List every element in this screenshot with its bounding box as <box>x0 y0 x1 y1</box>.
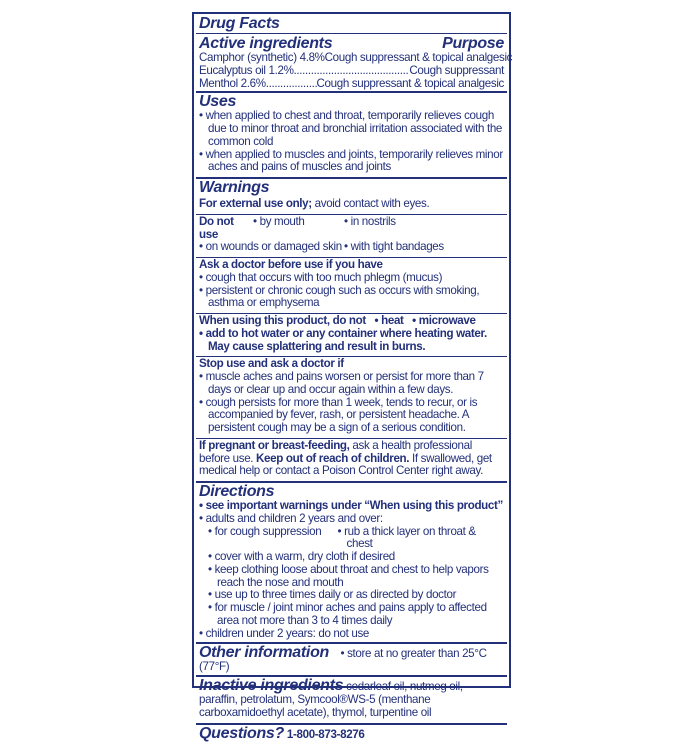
inactive-heading: Inactive ingredients <box>199 677 344 694</box>
when-using: When using this product, do not • heat • microwave <box>199 314 476 327</box>
pregnant-rest: ask a health professional before use. <box>199 438 472 465</box>
questions-heading: Questions? <box>199 724 285 742</box>
active-heading: Active ingredients <box>199 35 333 52</box>
do-not-use-item: • by mouth <box>253 216 344 242</box>
when-using-inline: microwave <box>418 314 476 327</box>
ingredient-purpose: Cough suppressant & topical analgesic <box>316 76 504 90</box>
warnings-heading: Warnings <box>199 179 270 196</box>
inactive-ingredients <box>199 677 504 720</box>
drug-facts-label <box>192 12 513 742</box>
ingredient-name: Menthol 2.6% <box>199 76 266 90</box>
active-header <box>199 35 504 52</box>
ingredient-purpose: Cough suppressant & topical analgesic <box>324 51 513 64</box>
external-use <box>199 198 504 211</box>
ingredient-purpose: Cough suppressant <box>409 63 504 77</box>
uses-heading: Uses <box>199 93 237 111</box>
ask-doctor-item: • cough that occurs with too much phlegm (mucus) <box>199 272 504 285</box>
uses-item: • when applied to chest and throat, temporarily relieves cough due to minor throat and bronchial irritation associated with the common cold <box>199 110 504 148</box>
stop-use-item: • muscle aches and pains worsen or persist for more than 7 days or clear up and occur again within a few days. <box>199 371 504 397</box>
do-not-use <box>199 216 504 242</box>
ingredient-row <box>199 78 504 91</box>
other-information: Other information • store at no greater than 25°C (77°F) <box>199 644 487 674</box>
ingredient-row <box>199 65 504 78</box>
other-item: store at no greater than 25°C (77°F) <box>199 647 487 674</box>
children-bold: Keep out of reach of children. <box>256 451 410 465</box>
directions-subitem: • rub a thick layer on throat & chest <box>338 526 504 552</box>
ingredient-name: Camphor (synthetic) 4.8% <box>199 51 325 64</box>
children-rest: If swallowed, get medical help or contact a Poison Control Center right away. <box>199 451 492 478</box>
directions-subitem: • use up to three times daily or as directed by doctor <box>199 589 504 602</box>
when-using-inline: heat <box>381 314 404 327</box>
ingredient-row <box>199 51 513 65</box>
directions-heading: Directions <box>199 483 275 500</box>
directions-subitem: • for cough suppression <box>199 526 338 552</box>
ingredient-name: Eucalyptus oil 1.2% <box>199 63 294 77</box>
directions-subitem: • keep clothing loose about throat and chest to help vapors reach the nose and mouth <box>199 564 504 590</box>
other-heading: Other information <box>199 644 330 662</box>
directions-item: • children under 2 years: do not use <box>199 628 504 641</box>
questions-phone: 1-800-873-8276 <box>286 727 365 741</box>
external-rest: avoid contact with eyes. <box>311 197 430 210</box>
title: Drug Facts <box>199 15 280 32</box>
do-not-use-item: • in nostrils <box>344 216 396 242</box>
inactive-text: cedarleaf oil, nutmeg oil, paraffin, petrolatum, Symcool®WS-5 (menthane carboxamidoethyl acetate), thymol, turpentine oil <box>199 680 463 719</box>
do-not-use-item: • with tight bandages <box>344 241 444 254</box>
when-using-item: • add to hot water or any container where heating water. May cause splattering and result in burns. <box>199 328 504 354</box>
ask-doctor-label: Ask a doctor before use if you have <box>199 258 383 271</box>
do-not-use-label: Do not use <box>199 214 234 241</box>
pregnant-bold: If pregnant or breast-feeding, <box>199 438 350 452</box>
questions <box>199 725 504 742</box>
purpose-heading: Purpose <box>442 35 504 52</box>
external-bold: For external use only; <box>199 197 312 210</box>
directions-item: • adults and children 2 years and over: <box>199 513 504 526</box>
directions-subitem: • for muscle / joint minor aches and pains apply to affected area not more than 3 to 4 times daily <box>199 602 504 628</box>
directions-item: • see important warnings under “When using this product” <box>199 500 504 513</box>
ask-doctor-item: • persistent or chronic cough such as occurs with smoking, asthma or emphysema <box>199 285 504 311</box>
directions-subitem: • cover with a warm, dry cloth if desired <box>199 551 504 564</box>
uses-item: • when applied to muscles and joints, temporarily relieves minor aches and pains of muscles and joints <box>199 149 504 175</box>
do-not-use-item: • on wounds or damaged skin <box>199 241 344 254</box>
stop-use-item: • cough persists for more than 1 week, tends to recur, or is accompanied by fever, rash, or persistent headache. A persistent cough may be a sign of a serious condition. <box>199 397 504 435</box>
when-using-label: When using this product, do not <box>199 314 366 327</box>
stop-use-label: Stop use and ask a doctor if <box>199 357 344 371</box>
pregnant-children <box>199 440 504 478</box>
